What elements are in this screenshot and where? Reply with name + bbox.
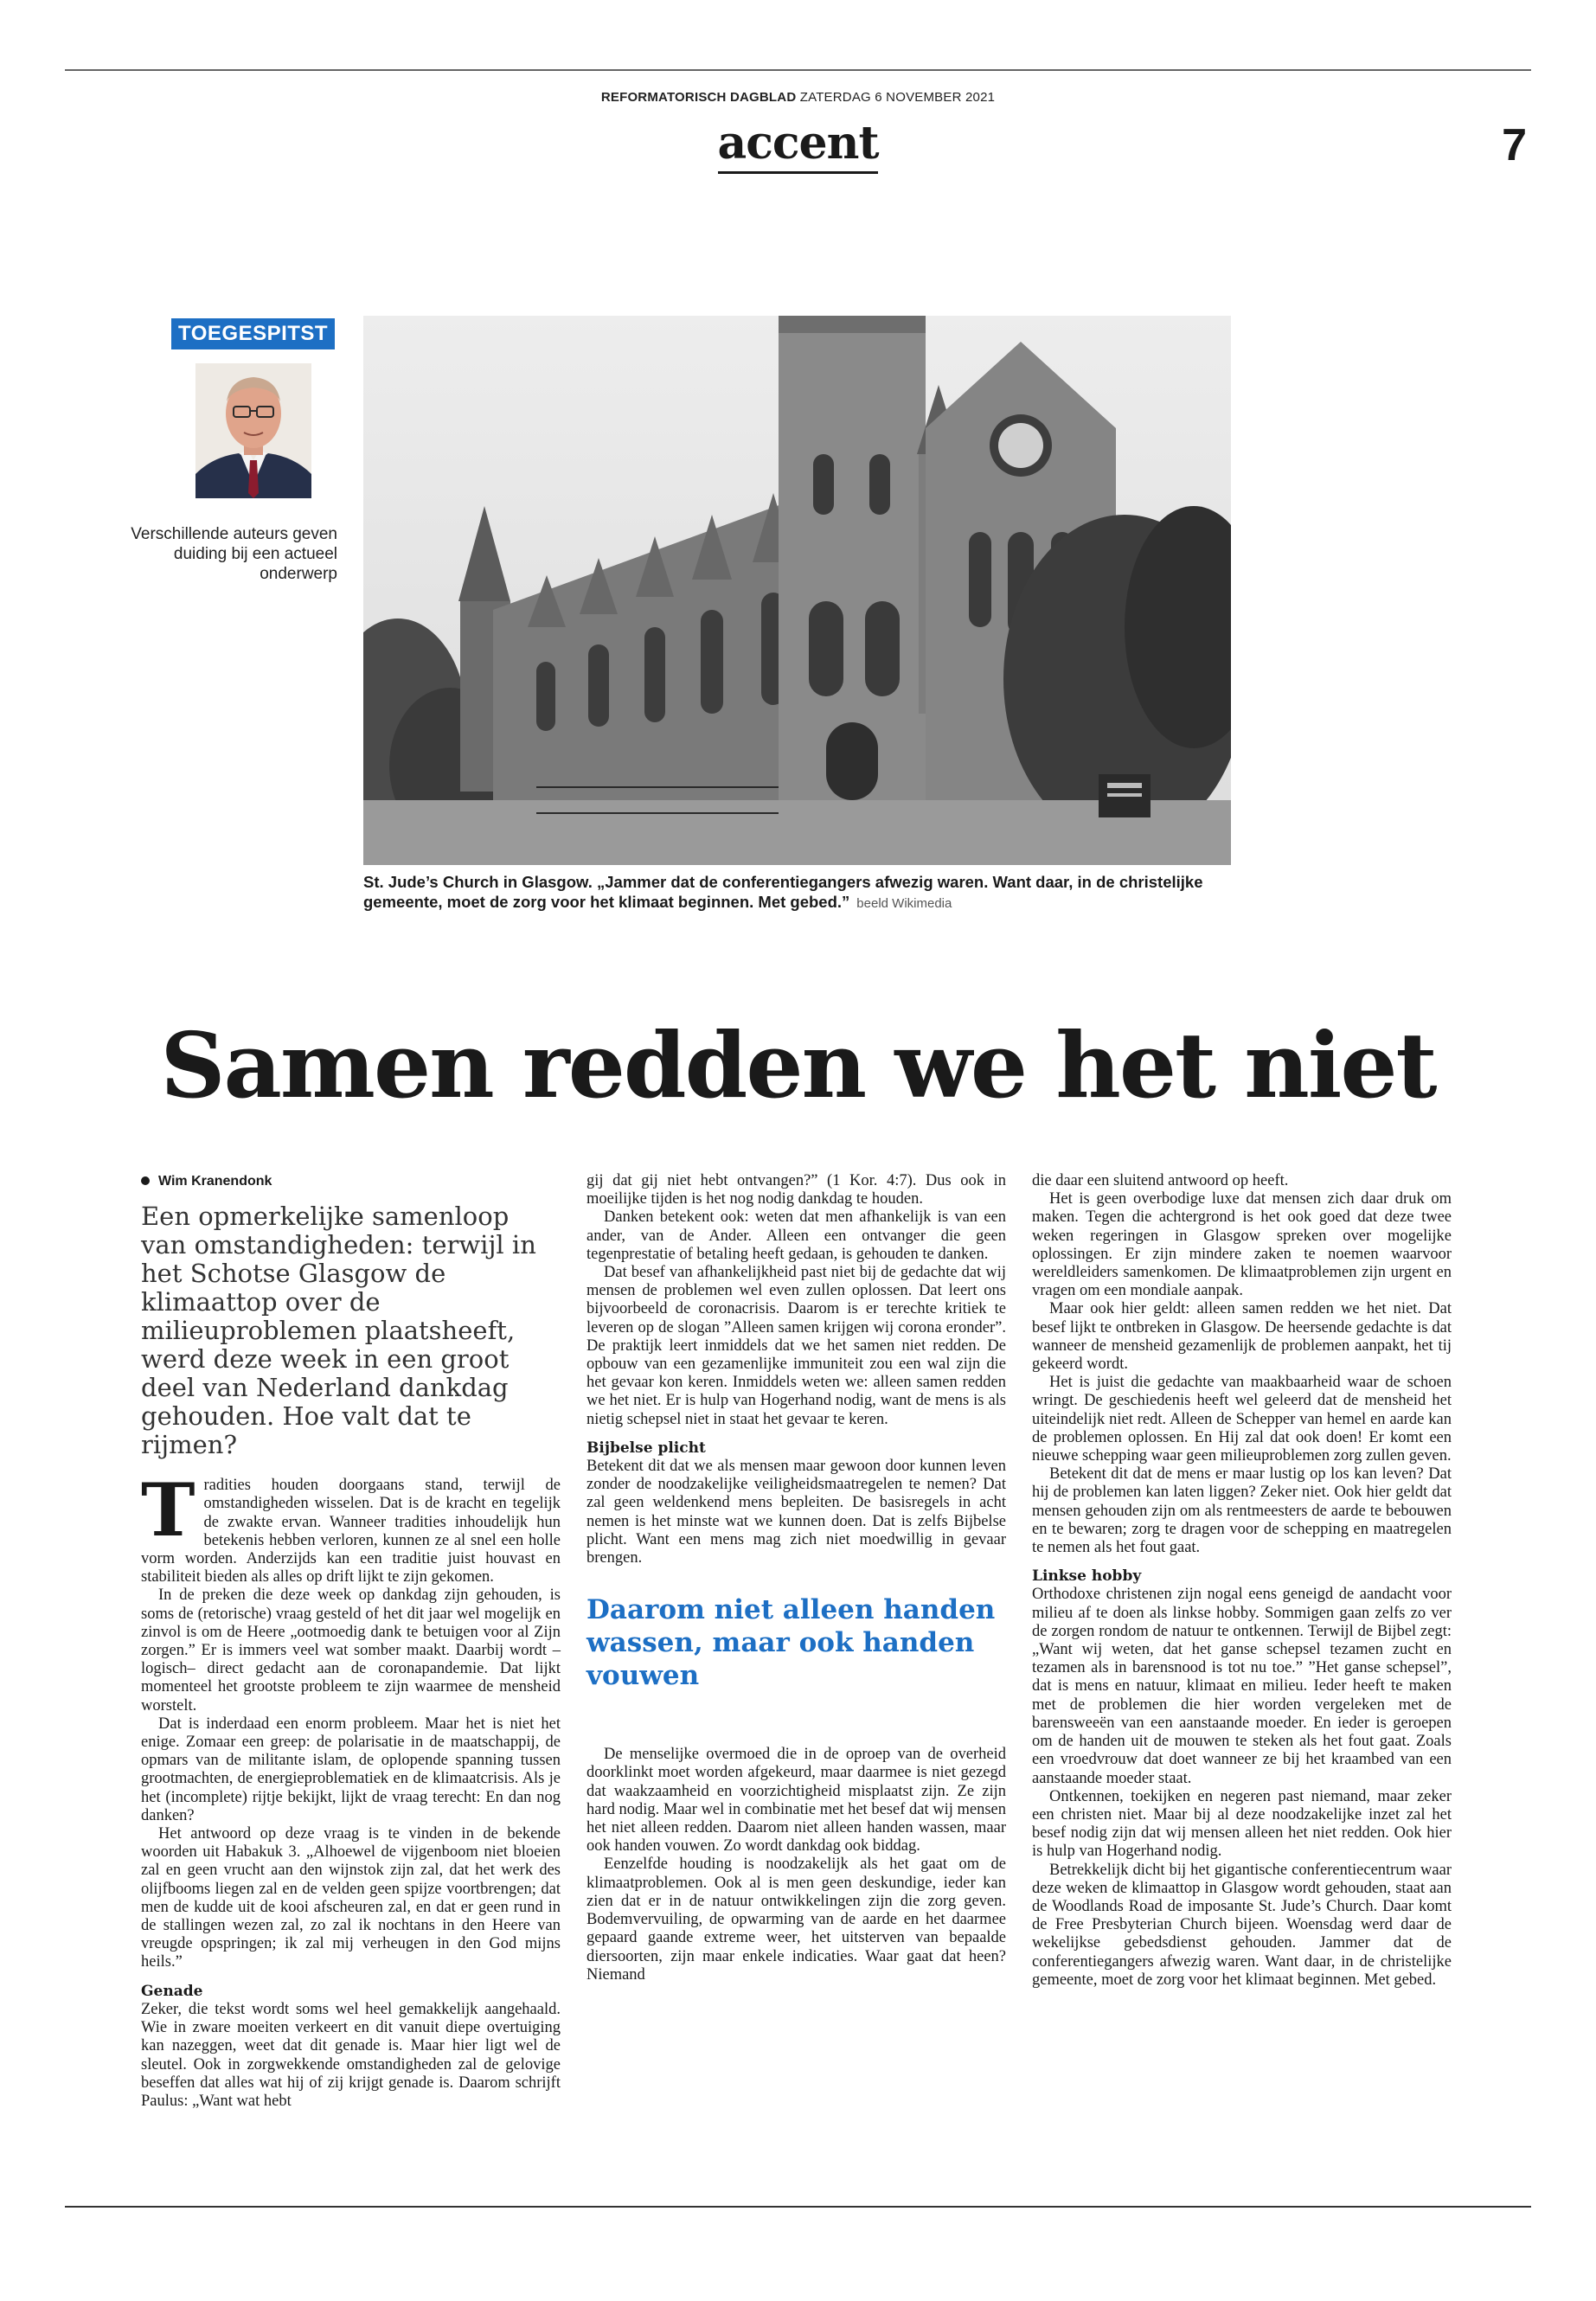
article-column-2 [586, 1172, 1006, 1984]
body-paragraph: Ontkennen, toekijken en negeren past niemand, maar zeker een christen niet. Maar bij al deze noodzakelijke inzet zal het besef nodig zijn dat wij mensen alleen het niet redden. Ook hier is hulp van Hogerhand nodig. [1032, 1787, 1452, 1861]
body-paragraph: Het is geen overbodige luxe dat mensen zich daar druk om maken. Tegen die achtergrond is het ook goed dat deze twee weken regeringen in Glasgow spreken over mogelijke oplossingen. Er zijn mindere zaken te noemen waarvoor wereldleiders samenkomen. De klimaatproblemen zijn urgent en vragen om een mondiale aanpak. [1032, 1190, 1452, 1300]
body-paragraph: Tradities houden doorgaans stand, terwijl de omstandigheden wisselen. Dat is de kracht en tegelijk de zwakte ervan. Wanneer tradities inhoudelijk hun betekenis hebben verloren, kunnen ze al snel een holle vorm worden. Anderzijds kan een traditie juist houvast en stabiliteit bieden als alles op drift lijkt te zijn gekomen. [141, 1467, 561, 1586]
body-paragraph: In de preken die deze week op dankdag zijn gehouden, is soms de (retorische) vraag gesteld of het dit jaar wel mogelijk en zinvol is om de Heere „ootmoedig dank te betuigen voor al Zijn zorgen.” Er is immers veel wat somber maakt. Daarbij wordt –logisch– direct gedacht aan de coronapandemie. Dat lijkt momenteel het grootste probleem te zijn waarmee de mensheid worstelt. [141, 1586, 561, 1715]
body-paragraph: Betekent dit dat we als mensen maar gewoon door kunnen leven zonder de noodzakelijke veiligheidsmaatregelen te nemen? Dat zal geen weldenkend mens bepleiten. De basisregels in acht nemen is het minste wat we kunnen doen. Dat is zelfs Bijbelse plicht. Want een mens mag zich niet moedwillig in gevaar brengen. [586, 1458, 1006, 1567]
church-image [363, 316, 1231, 865]
drop-cap: T [141, 1467, 195, 1554]
article-headline: Samen redden we het niet [160, 1012, 1436, 1118]
body-paragraph: Dat is inderdaad een enorm probleem. Maar het is niet het enige. Zomaar een greep: de polarisatie in de maatschappij, de opmars van de militante islam, de oplopende spanning tussen grootmachten, de energieproblematiek en de klimaatcrisis. Als je het (incomplete) rijtje bekijkt, lijkt de vraag terecht: En dan nog danken? [141, 1715, 561, 1824]
article-column-3 [1032, 1172, 1452, 1990]
church-photo [363, 316, 1231, 865]
top-rule [65, 69, 1531, 71]
subheading: Bijbelse plicht [586, 1439, 706, 1457]
body-paragraph: Het antwoord op deze vraag is te vinden in de bekende woorden uit Habakuk 3. „Alhoewel de vijgenboom niet bloeien zal en geen vrucht aan den wijnstok zijn zal, dat het werk des olijfbooms liegen zal en de velden geen spijze voortbrengen; dat men de kudde uit de kooi afscheuren zal, en dat er geen rund in de stallingen wezen zal, zo zal ik nochtans in den Heere van vreugde opspringen; ik zal mij verheugen in den God mijns heils.” [141, 1825, 561, 1971]
page-number: 7 [1502, 120, 1527, 170]
subheading: Genade [141, 1982, 203, 2000]
paper-name: REFORMATORISCH DAGBLAD [600, 90, 797, 105]
article-column-1 [141, 1172, 561, 2111]
section-title: accent [0, 117, 1596, 170]
caption-text: St. Jude’s Church in Glasgow. „Jammer dat de conferentiegangers afwezig waren. Want daar, in de christelijke gemeente, moet de zorg voor het klimaat beginnen. Met gebed.” [363, 873, 1203, 911]
subheading: Linkse hobby [1032, 1567, 1142, 1586]
body-paragraph: De menselijke overmoed die in de oproep van de overheid doorklinkt moet worden afgekeurd, maar daarmee is niet gezegd dat waakzaamheid en voorzichtigheid misplaatst zijn. Ze zijn hard nodig. Maar wel in combinatie met het besef dat wij mensen het niet alleen redden. Daarom niet alleen handen wassen, maar ook handen vouwen. Zo wordt dankdag ook biddag. [586, 1746, 1006, 1856]
body-paragraph: Betrekkelijk dicht bij het gigantische conferentiecentrum waar deze weken de klimaattop in Glasgow wordt gehouden, staat aan de Woodlands Road de imposante St. Jude’s Church. Daar komt de Free Presbyterian Church bijeen. Woensdag werd daar de wekelijkse gebedsdienst gehouden. Jammer dat de conferentiegangers afwezig waren. Want daar, in de christelijke gemeente, moet de zorg voor het klimaat beginnen. Met gebed. [1032, 1861, 1452, 1989]
body-paragraph: Eenzelfde houding is noodzakelijk als het gaat om de klimaatproblemen. Ook al is men geen deskundige, ieder kan zien dat er in de natuur ontwikkelingen zijn die zorg geven. Bodemvervuiling, de opwarming van de aarde en het daarmee gepaard gaande extreme weer, het uitsterven van bepaalde diersoorten, zijn maar enkele indicaties. Waar gaat dat heen? Niemand [586, 1856, 1006, 1984]
body-paragraph: Zeker, die tekst wordt soms wel heel gemakkelijk aangehaald. Wie in zware moeiten verkeert en dit vanuit diepe overtuiging kan nazeggen, weet dat dit genade is. Maar hier ligt wel de sleutel. Ook in zorgwekkende omstandigheden zal de gelovige beseffen dat alles wat hij of zij krijgt genade is. Daarom schrijft Paulus: „Want wat hebt [141, 2000, 561, 2110]
masthead [0, 90, 1596, 105]
portrait-image [195, 363, 311, 498]
column-tag: TOEGESPITST [171, 318, 335, 349]
author-portrait [195, 363, 311, 498]
body-paragraph: Maar ook hier geldt: alleen samen redden we het niet. Dat besef lijkt te ontbreken in Glasgow. De heersende gedachte is dat wanneer de mensheid gezamenlijk de problemen aanpakt, het tij gekeerd wordt. [1032, 1300, 1452, 1374]
body-paragraph: Dat besef van afhankelijkheid past niet bij de gedachte dat wij mensen de problemen wel even zullen oplossen. Dat leert ons bijvoorbeeld de coronacrisis. Daarom is er terechte kritiek te leveren op de slogan ”Alleen samen krijgen wij corona eronder”. De praktijk leert inmiddels dat we het samen niet redden. De opbouw van een gezamenlijke immuniteit zou een wal zijn die het gevaar kon keren. Inmiddels weten we: alleen samen redden we het niet. Er is hulp van Hogerhand nodig, want de mens is als nietig schepsel niet in staat het gevaar te keren. [586, 1264, 1006, 1428]
bottom-rule [65, 2206, 1531, 2208]
photo-caption [363, 872, 1231, 913]
author-name: Wim Kranendonk [158, 1174, 272, 1189]
byline [141, 1172, 561, 1190]
tag-caption: Verschillende auteurs geven duiding bij een actueel onderwerp [131, 525, 337, 583]
photo-credit: beeld Wikimedia [856, 896, 952, 911]
body-paragraph: die daar een sluitend antwoord op heeft. [1032, 1172, 1289, 1189]
body-paragraph: Danken betekent ook: weten dat men afhankelijk is van een ander, van de Ander. Alleen een ontvanger die geen tegenprestatie of betaling heeft gedaan, is gehouden te danken. [586, 1208, 1006, 1263]
pull-quote: Daarom niet alleen handen wassen, maar ook handen vouwen [586, 1594, 996, 1692]
body-paragraph: gij dat gij niet hebt ontvangen?” (1 Kor. 4:7). Dus ook in moeilijke tijden is het nog nodig dankdag te houden. [586, 1172, 1006, 1208]
issue-date: ZATERDAG 6 NOVEMBER 2021 [799, 90, 996, 105]
article-intro: Een opmerkelijke samenloop van omstandigheden: terwijl in het Schotse Glasgow de klimaattop over de milieuproblemen plaatsheeft, werd deze week in een groot deel van Nederland dankdag gehouden. Hoe valt dat te rijmen? [141, 1202, 536, 1460]
byline-bullet-icon [141, 1176, 150, 1185]
body-paragraph: Orthodoxe christenen zijn nogal eens geneigd de aandacht voor milieu af te doen als linkse hobby. Sommigen gaan zelfs zo ver de zorgen rondom de natuur te ontkennen. Terwijl de Bijbel zegt: „Want wij weten, dat het ganse schepsel tezamen zucht en tezamen als in barensnood is tot nu toe.” ”Het ganse schepsel”, dat is mens en natuur, klimaat en milieu. Ieder heeft te maken met de problemen die hier worden vergeleken met de barensweeën van een aanstaande moeder. En ieder is geroepen om de handen uit de mouwen te steken als het fout gaat. Zoals een vroedvrouw dat doet wanneer ze bij het kraambed van een aanstaande moeder staat. [1032, 1586, 1452, 1787]
body-paragraph: Het is juist die gedachte van maakbaarheid waar de schoen wringt. De geschiedenis heeft wel geleerd dat de mensheid het uiteindelijk niet redt. Alleen de Schepper van hemel en aarde kan de problemen oplossen. En Hij zal dat ook doen! Er komt een nieuwe schepping waar geen milieuproblemen zorg zullen geven. [1032, 1374, 1452, 1465]
body-paragraph: Betekent dit dat de mens er maar lustig op los kan leven? Dat hij de problemen kan laten liggen? Zeker niet. Ook hier geldt dat mensen gehouden zijn om als rentmeesters de aarde te bebouwen en te bewaren; zorg te dragen voor de schepping en maatregelen te nemen als het fout gaat. [1032, 1465, 1452, 1557]
